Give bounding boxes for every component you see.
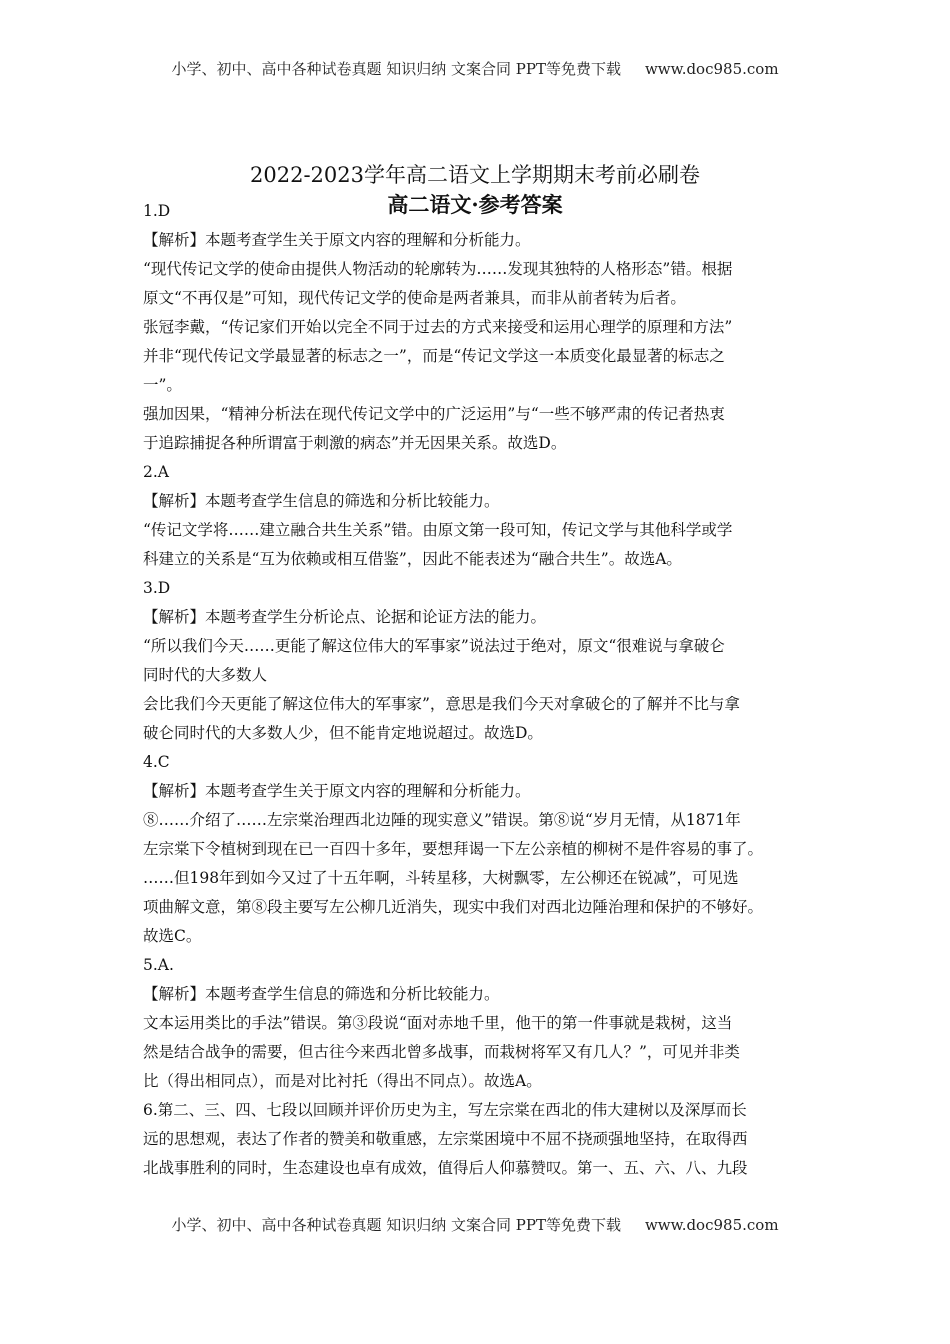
text-line: 同时代的大多数人 xyxy=(143,666,268,684)
text-line: ⑧……介绍了……左宗棠治理西北边陲的现实意义”错误。第⑧说“岁月无情，从1871年 xyxy=(143,811,741,829)
text-line: 5.A. xyxy=(143,956,174,974)
header-text: 小学、初中、高中各种试卷真题 知识归纳 文案合同 PPT等免费下载 xyxy=(171,60,621,78)
text-line: 【解析】本题考查学生关于原文内容的理解和分析能力。 xyxy=(143,231,531,249)
text-line: ……但198年到如今又过了十五年啊，斗转星移，大树飘零，左公柳还在锐减”，可见选 xyxy=(143,869,739,887)
text-line: “所以我们今天……更能了解这位伟大的军事家”说法过于绝对，原文“很难说与拿破仑 xyxy=(143,637,725,655)
text-line: 科建立的关系是“互为依赖或相互借鉴”，因此不能表述为“融合共生”。故选A。 xyxy=(143,550,682,568)
text-line: 一”。 xyxy=(143,376,182,394)
text-line: 【解析】本题考查学生信息的筛选和分析比较能力。 xyxy=(143,985,500,1003)
text-line: 4.C xyxy=(143,753,170,771)
text-line: 原文“不再仅是”可知，现代传记文学的使命是两者兼具，而非从前者转为后者。 xyxy=(143,289,686,307)
text-line: 张冠李戴，“传记家们开始以完全不同于过去的方式来接受和运用心理学的原理和方法” xyxy=(143,318,733,336)
header-url: www.doc985.com xyxy=(644,60,779,78)
footer-url: www.doc985.com xyxy=(644,1216,779,1234)
text-line: 然是结合战争的需要，但古往今来西北曾多战事，而栽树将军又有几人？”，可见并非类 xyxy=(143,1043,740,1061)
text-line: “传记文学将……建立融合共生关系”错。由原文第一段可知，传记文学与其他科学或学 xyxy=(143,521,733,539)
text-line: 6.第二、三、四、七段以回顾并评价历史为主，写左宗棠在西北的伟大建树以及深厚而长 xyxy=(143,1101,747,1119)
text-line: 会比我们今天更能了解这位伟大的军事家”，意思是我们今天对拿破仑的了解并不比与拿 xyxy=(143,695,740,713)
text-line: 远的思想观，表达了作者的赞美和敬重感，左宗棠困境中不屈不挠顽强地坚持，在取得西 xyxy=(143,1130,748,1148)
text-line: 1.D xyxy=(143,202,171,220)
text-line: 文本运用类比的手法”错误。第③段说“面对赤地千里，他干的第一件事就是栽树，这当 xyxy=(143,1014,733,1032)
text-line: 项曲解文意，第⑧段主要写左公柳几近消失，现实中我们对西北边陲治理和保护的不够好。 xyxy=(143,898,764,916)
footer-text: 小学、初中、高中各种试卷真题 知识归纳 文案合同 PPT等免费下载 xyxy=(171,1216,621,1234)
text-line: 3.D xyxy=(143,579,171,597)
text-line: 北战事胜利的同时，生态建设也卓有成效，值得后人仰慕赞叹。第一、五、六、八、九段 xyxy=(143,1159,748,1177)
text-line: 【解析】本题考查学生分析论点、论据和论证方法的能力。 xyxy=(143,608,547,626)
text-line: 故选C。 xyxy=(143,927,202,945)
page-header xyxy=(0,58,950,79)
text-line: 并非“现代传记文学最显著的标志之一”，而是“传记文学这一本质变化最显著的标志之 xyxy=(143,347,725,365)
text-line: 【解析】本题考查学生信息的筛选和分析比较能力。 xyxy=(143,492,500,510)
text-line: 【解析】本题考查学生关于原文内容的理解和分析能力。 xyxy=(143,782,531,800)
text-line: 破仑同时代的大多数人少，但不能肯定地说超过。故选D。 xyxy=(143,724,543,742)
answer-content xyxy=(143,197,813,1183)
text-line: 左宗棠下令植树到现在已一百四十多年，要想拜谒一下左公亲植的柳树不是件容易的事了。 xyxy=(143,840,764,858)
text-line: 比（得出相同点），而是对比衬托（得出不同点）。故选A。 xyxy=(143,1072,542,1090)
text-line: 强加因果，“精神分析法在现代传记文学中的广泛运用”与“一些不够严肃的传记者热衷 xyxy=(143,405,725,423)
document-title: 2022-2023学年高二语文上学期期末考前必刷卷 xyxy=(250,163,700,187)
page-footer xyxy=(0,1214,950,1235)
text-line: “现代传记文学的使命由提供人物活动的轮廓转为……发现其独特的人格形态”错。根据 xyxy=(143,260,733,278)
text-line: 于追踪捕捉各种所谓富于刺激的病态”并无因果关系。故选D。 xyxy=(143,434,567,452)
document-subtitle: 高二语文·参考答案 xyxy=(387,192,563,217)
text-line: 2.A xyxy=(143,463,169,481)
